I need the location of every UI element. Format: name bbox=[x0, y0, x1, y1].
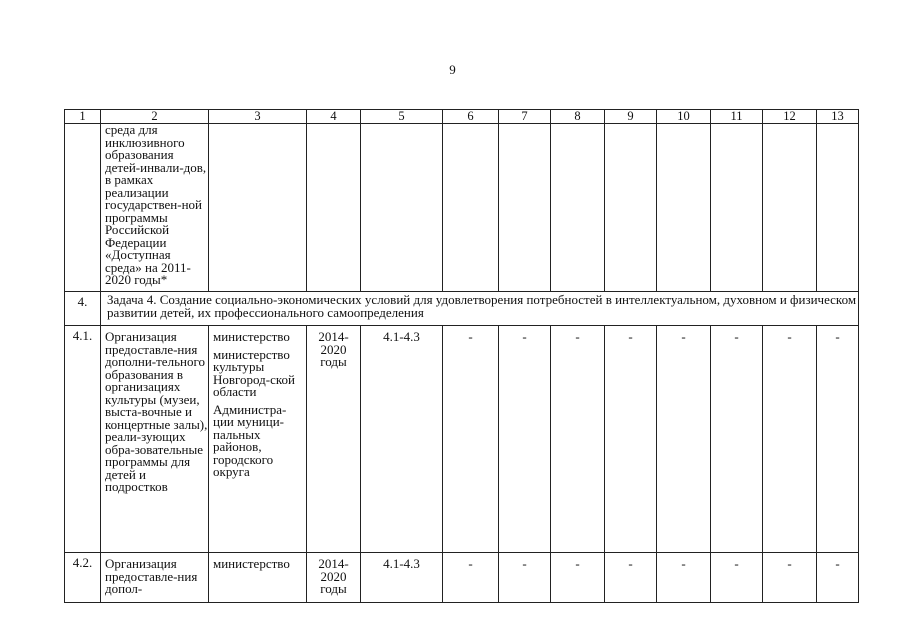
table-row bbox=[65, 553, 859, 603]
column-number-row bbox=[65, 110, 859, 124]
col-number: 6 bbox=[443, 110, 499, 124]
value-cell: - bbox=[605, 553, 657, 603]
table-row bbox=[65, 326, 859, 553]
executor-cell: министерство bbox=[209, 553, 307, 603]
col-number: 3 bbox=[209, 110, 307, 124]
task-number: 4. bbox=[65, 292, 101, 326]
measure-name-cell: Организация предоставле-ния допол- bbox=[101, 553, 209, 603]
value-cell: - bbox=[817, 326, 859, 553]
col-number: 10 bbox=[657, 110, 711, 124]
executor-line: министерство bbox=[213, 329, 290, 344]
measure-name-cell: Организация предоставле-ния дополни-тельного образования в организациях культуры (музеи, выста-вочные и концертные залы), реали-зующих обра-зовательные программы для детей и подростков bbox=[101, 326, 209, 553]
value-cell: - bbox=[711, 326, 763, 553]
row-number: 4.2. bbox=[65, 553, 101, 603]
period-cell: 2014-2020 годы bbox=[307, 553, 361, 603]
col-number: 13 bbox=[817, 110, 859, 124]
value-cell: - bbox=[443, 553, 499, 603]
col-number: 1 bbox=[65, 110, 101, 124]
col-number: 8 bbox=[551, 110, 605, 124]
executor-line: министерство культуры Новгород-ской области bbox=[213, 346, 295, 399]
period-cell: 2014-2020 годы bbox=[307, 326, 361, 553]
value-cell: - bbox=[763, 553, 817, 603]
value-cell: - bbox=[499, 553, 551, 603]
row-number: 4.1. bbox=[65, 326, 101, 553]
page-number: 9 bbox=[449, 62, 456, 77]
program-table bbox=[64, 109, 859, 603]
task-row bbox=[65, 292, 859, 326]
executor-line: Администра-ции муници-пальных районов, городского округа bbox=[213, 401, 287, 479]
table-row bbox=[65, 124, 859, 292]
col-number: 5 bbox=[361, 110, 443, 124]
value-cell: - bbox=[657, 326, 711, 553]
value-cell: - bbox=[551, 326, 605, 553]
col-number: 2 bbox=[101, 110, 209, 124]
executor-cell bbox=[209, 326, 307, 553]
indicator-cell: 4.1-4.3 bbox=[361, 553, 443, 603]
indicator-cell: 4.1-4.3 bbox=[361, 326, 443, 553]
value-cell: - bbox=[657, 553, 711, 603]
value-cell: - bbox=[551, 553, 605, 603]
col-number: 7 bbox=[499, 110, 551, 124]
col-number: 9 bbox=[605, 110, 657, 124]
col-number: 11 bbox=[711, 110, 763, 124]
col-number: 12 bbox=[763, 110, 817, 124]
value-cell: - bbox=[711, 553, 763, 603]
measure-name-cell: среда для инклюзивного образования детей-инвали-дов, в рамках реализации государствен-ной программы Российской Федерации «Доступная среда» на 2011-2020 годы* bbox=[101, 124, 209, 292]
value-cell: - bbox=[499, 326, 551, 553]
value-cell: - bbox=[763, 326, 817, 553]
value-cell: - bbox=[443, 326, 499, 553]
value-cell: - bbox=[817, 553, 859, 603]
value-cell: - bbox=[605, 326, 657, 553]
col-number: 4 bbox=[307, 110, 361, 124]
task-title: Задача 4. Создание социально-экономических условий для удовлетворения потребностей в интеллектуальном, духовном и физическом развитии детей, их профессионального самоопределения bbox=[101, 292, 859, 326]
